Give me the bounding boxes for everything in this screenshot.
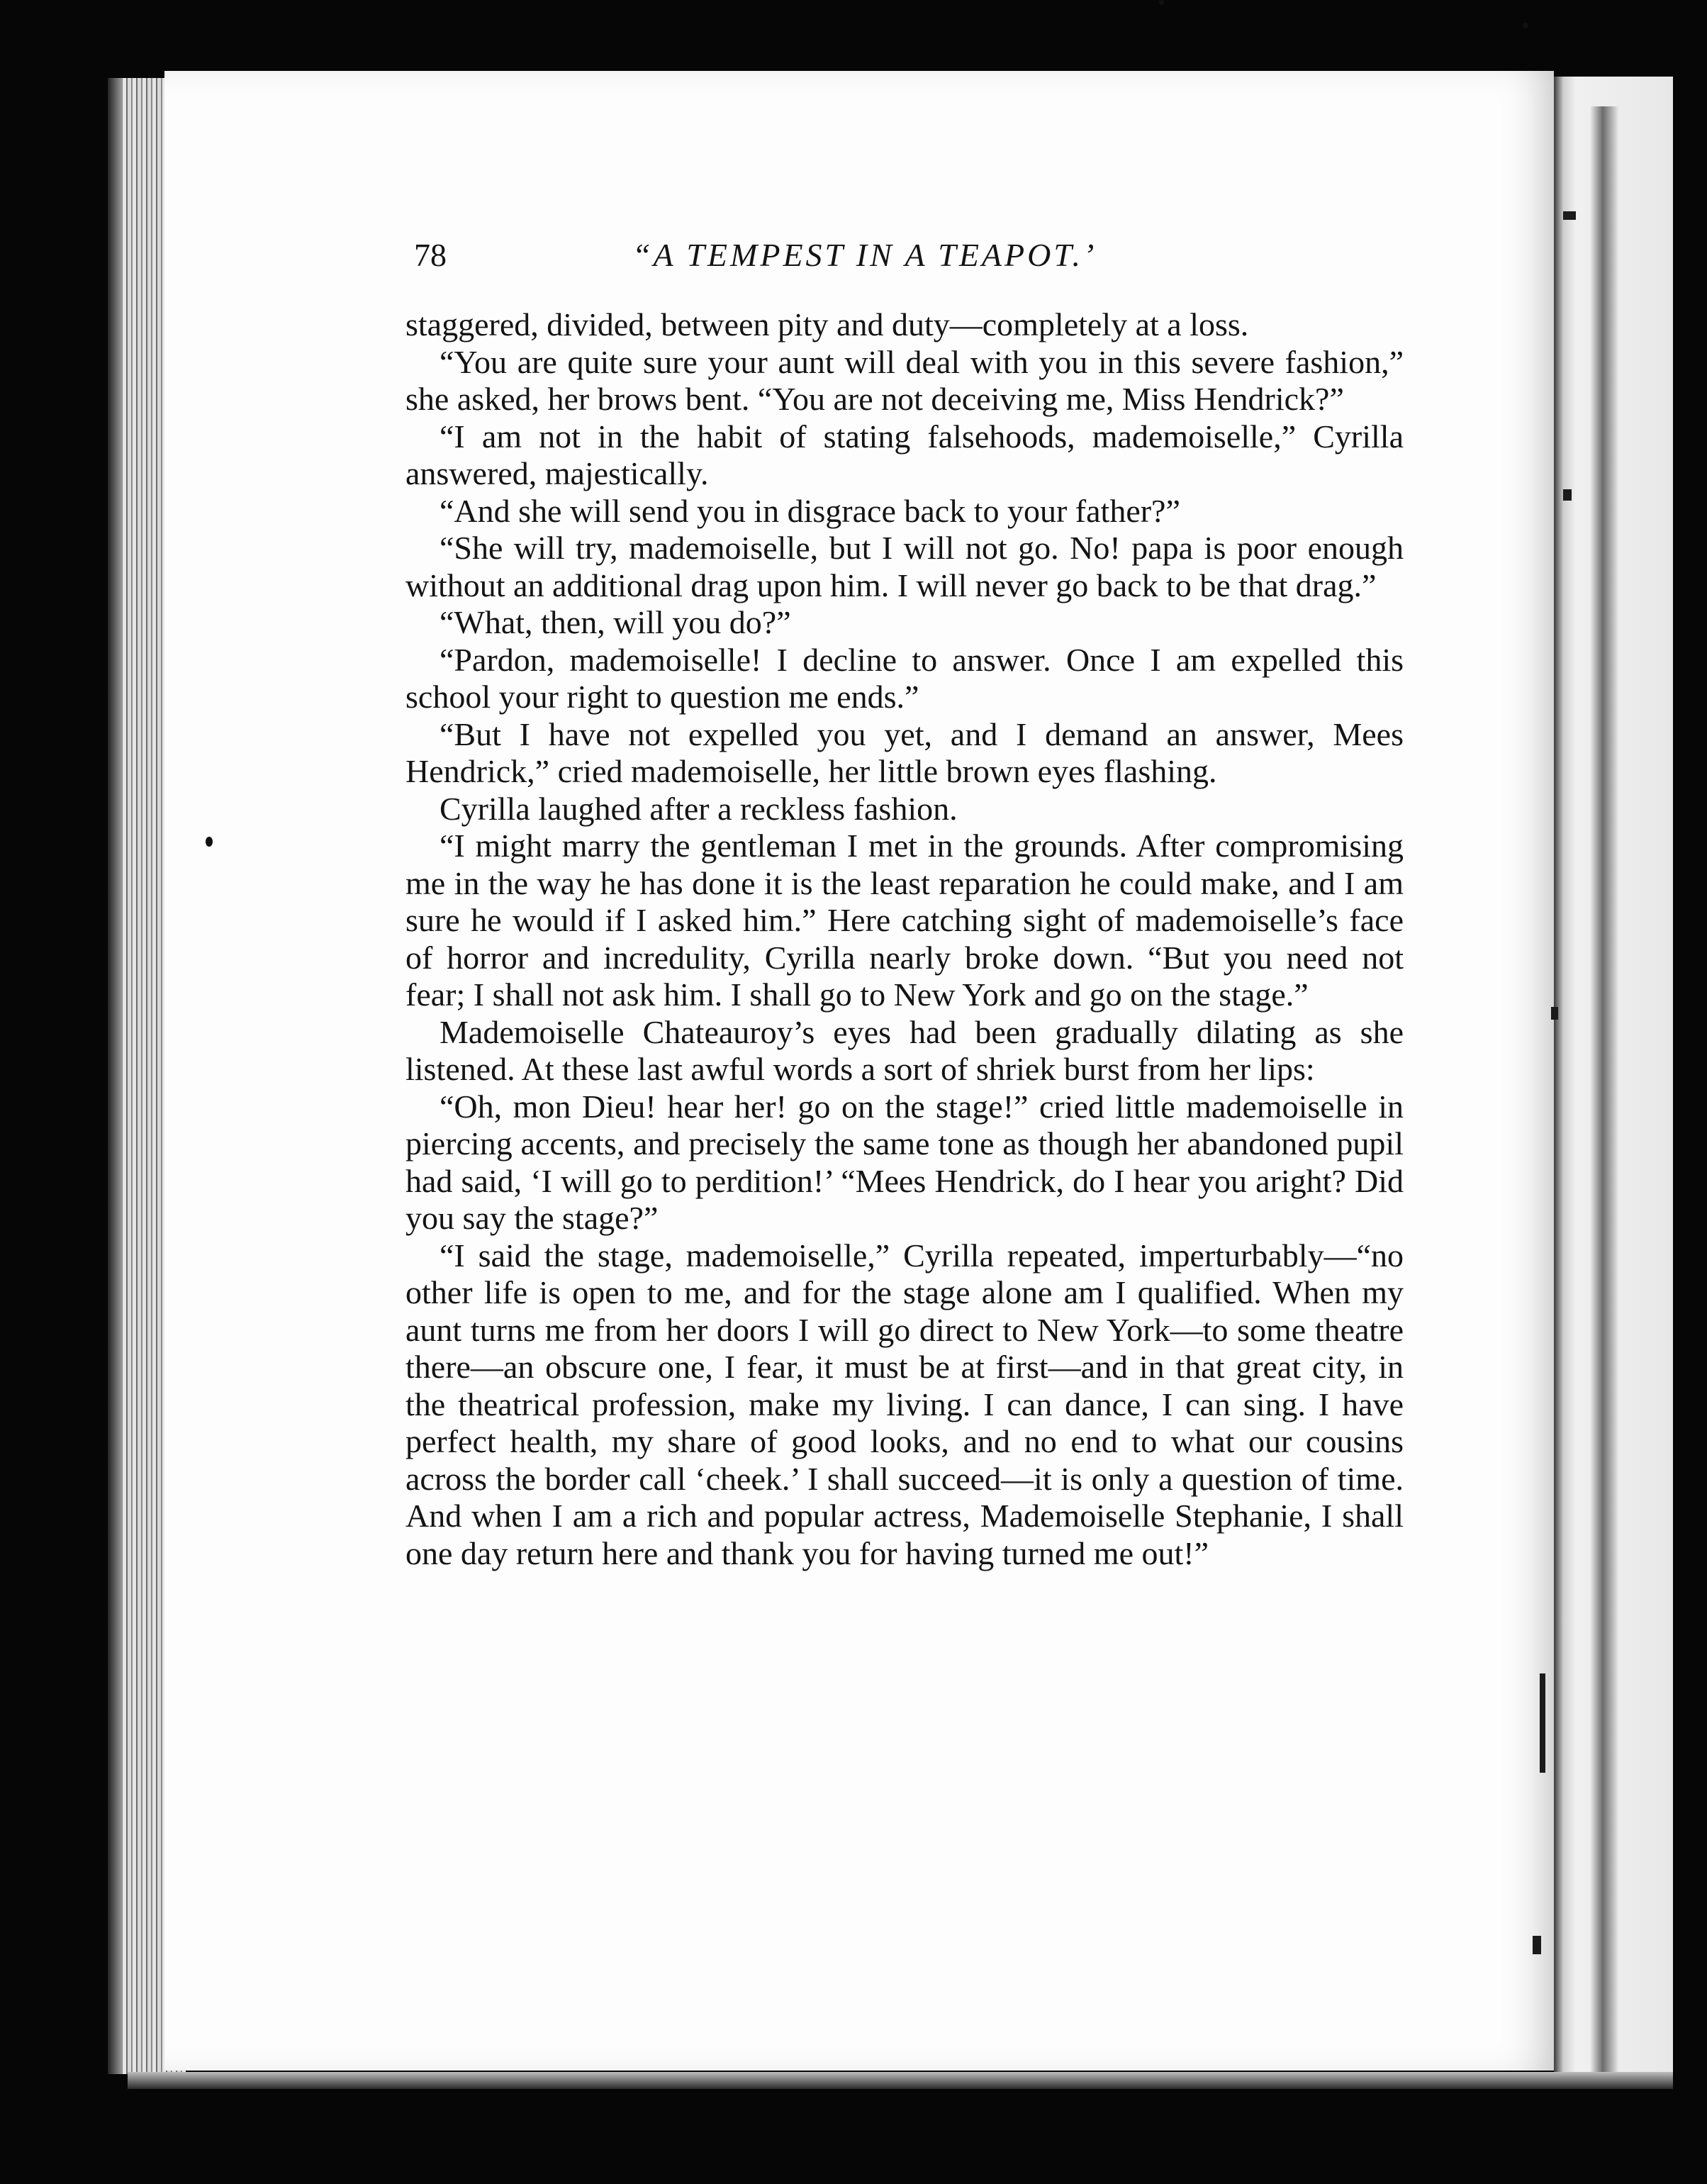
paragraph: “I might marry the gentleman I met in the grounds. After compromising me in the way he has done it is the least reparation he could make, and I am sure he would if I asked him.” Here catching sight of mademoiselle’s face of horror and incredulity, Cyrilla nearly broke down. “But you need not fear; I shall not ask him. I shall go to New York and go on the stage.” — [405, 828, 1404, 1013]
paragraph: staggered, divided, between pity and duty—completely at a loss. — [405, 306, 1249, 342]
scan-speck — [1159, 0, 1164, 5]
paragraph: “You are quite sure your aunt will deal with you in this severe fashion,” she asked, her brows bent. “You are not deceiving me, Miss Hendrick?” — [405, 343, 1404, 417]
running-head — [405, 227, 1404, 284]
bottom-edge — [128, 2072, 1673, 2089]
paragraph: “What, then, will you do?” — [440, 604, 791, 640]
page-text — [405, 227, 1404, 1572]
gutter-shadow — [1589, 106, 1619, 2078]
page-number: 78 — [414, 237, 447, 273]
paragraph: “I said the stage, mademoiselle,” Cyrilla repeated, imperturbably—“no other life is open to me, and for the stage alone am I qualified. When my aunt turns me from her doors I will go direct to New York—to some theatre there—an obscure one, I fear, it must be at first—and in that great city, in the theatrical profession, make my living. I can dance, I can sing. I have perfect health, my share of good looks, and no end to what our cousins across the border call ‘cheek.’ I shall succeed—it is only a question of time. And when I am a rich and popular actress, Mademoiselle Stephanie, I shall one day return here and thank you for having turned me out!” — [405, 1237, 1404, 1571]
paragraph: “She will try, mademoiselle, but I will not go. No! papa is poor enough without an additional drag upon him. I will never go back to be that drag.” — [405, 530, 1404, 603]
running-title: “A TEMPEST IN A TEAPOT.’ — [632, 237, 1097, 273]
margin-mark — [1551, 1007, 1558, 1020]
body-text — [405, 306, 1404, 1572]
margin-mark — [1533, 1936, 1541, 1954]
margin-mark — [1563, 489, 1572, 501]
margin-mark — [1540, 1673, 1545, 1773]
paragraph: “I am not in the habit of stating falsehoods, mademoiselle,” Cyrilla answered, majestically. — [405, 418, 1404, 491]
paragraph: Cyrilla laughed after a reckless fashion. — [440, 790, 958, 827]
paragraph: “Oh, mon Dieu! hear her! go on the stage!” cried little mademoiselle in piercing accents, and precisely the same tone as though her abandoned pupil had said, ‘I will go to perdition!’ “Mees Hendrick, do I hear you aright? Did you say the stage?” — [405, 1088, 1404, 1236]
paragraph: “But I have not expelled you yet, and I demand an answer, Mees Hendrick,” cried mademoiselle, her little brown eyes flashing. — [405, 715, 1404, 789]
paragraph: “Pardon, mademoiselle! I decline to answer. Once I am expelled this school your right to question me ends.” — [405, 641, 1404, 715]
paragraph: Mademoiselle Chateauroy’s eyes had been gradually dilating as she listened. At these last awful words a sort of shriek burst from her lips: — [405, 1013, 1404, 1087]
margin-mark — [1563, 211, 1576, 220]
paragraph: “And she will send you in disgrace back to your father?” — [440, 492, 1180, 529]
scan-speck — [1523, 23, 1528, 28]
scan-speck — [206, 837, 213, 847]
